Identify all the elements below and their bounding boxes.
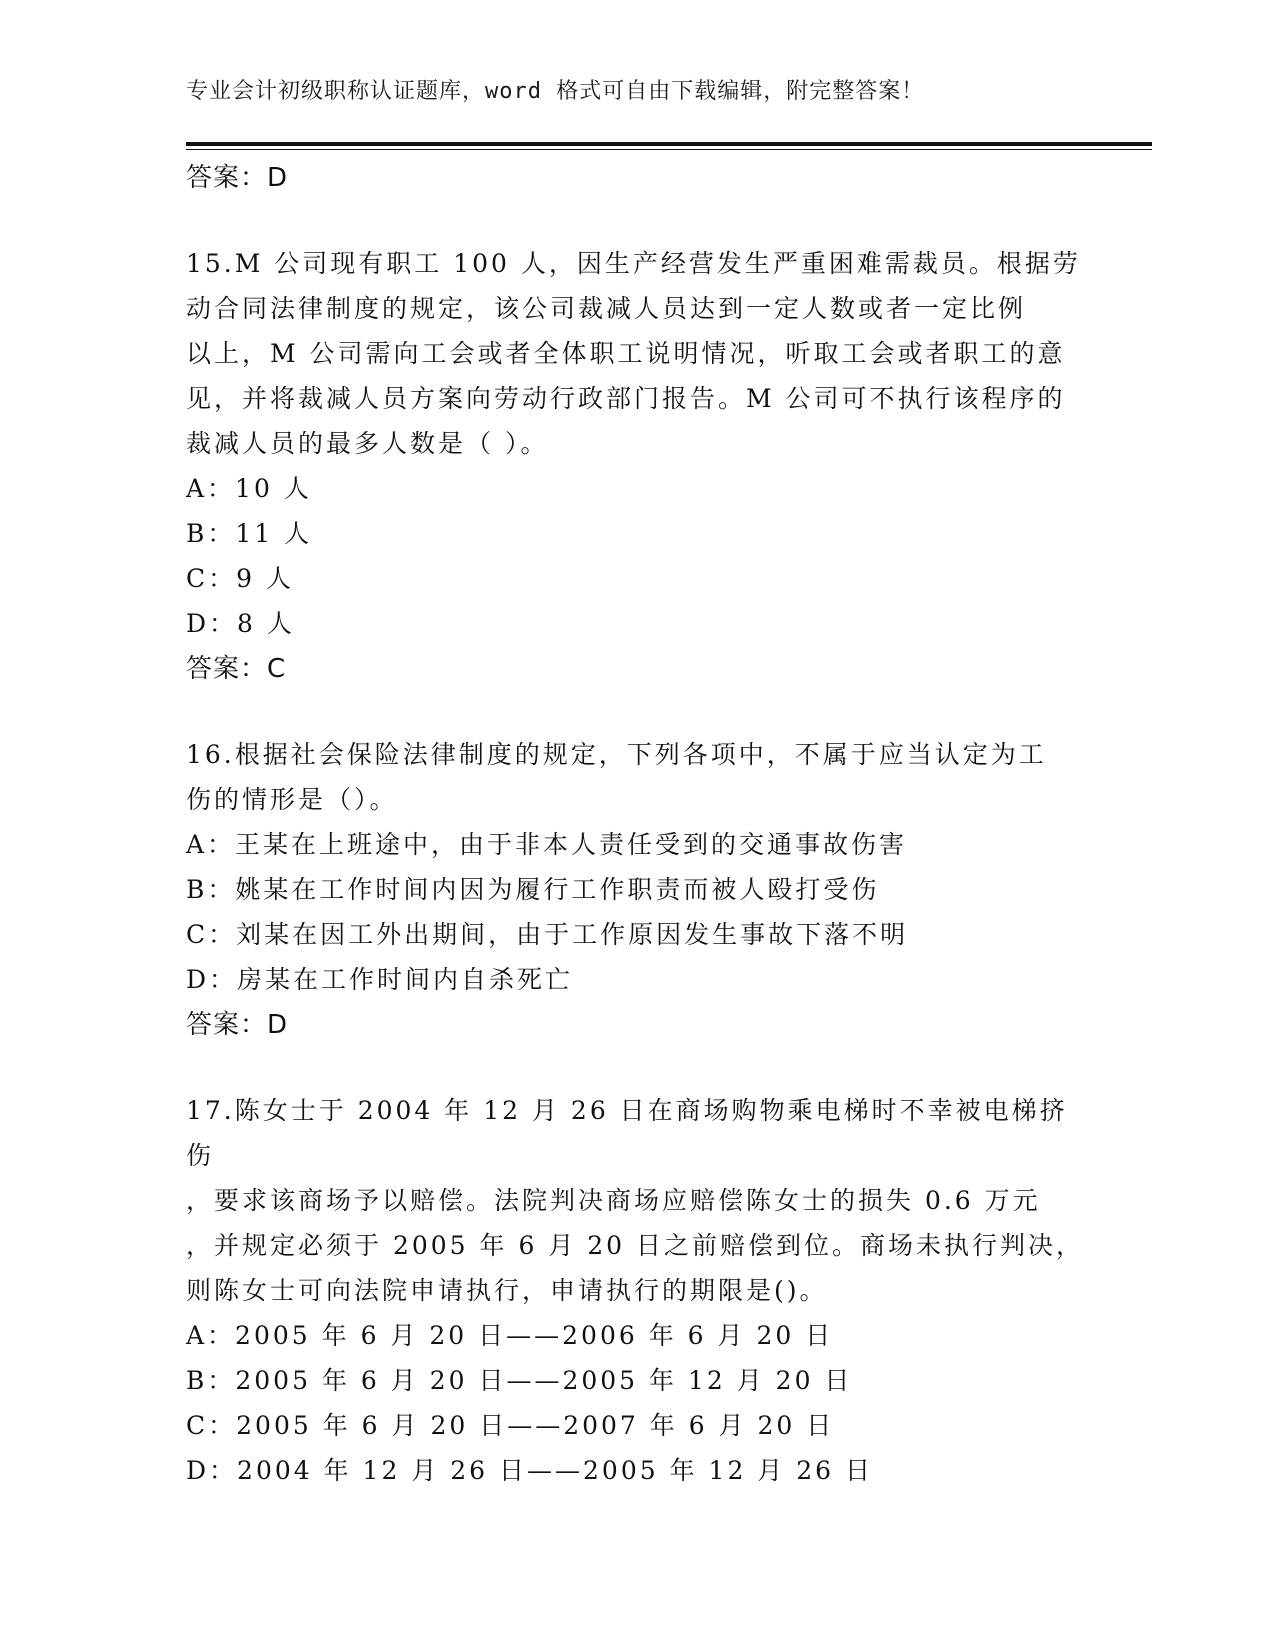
question-line: 见，并将裁减人员方案向劳动行政部门报告。M 公司可不执行该程序的 <box>186 384 1066 413</box>
content <box>186 155 1086 1493</box>
question-line: 15.M 公司现有职工 100 人，因生产经营发生严重困难需裁员。根据劳 <box>186 249 1081 278</box>
option-d: D：房某在工作时间内自杀死亡 <box>186 965 574 994</box>
spacer <box>186 1048 1086 1088</box>
option-d: D：2004 年 12 月 26 日——2005 年 12 月 26 日 <box>186 1456 874 1485</box>
option-c: C：9 人 <box>186 564 294 593</box>
option-a: A：10 人 <box>186 474 312 503</box>
answer: 答案：C <box>186 654 287 684</box>
option-a: A：2005 年 6 月 20 日——2006 年 6 月 20 日 <box>186 1321 834 1350</box>
option-c: C：2005 年 6 月 20 日——2007 年 6 月 20 日 <box>186 1411 835 1440</box>
question-line: 裁减人员的最多人数是（ ）。 <box>186 429 549 458</box>
question-15 <box>186 241 1086 692</box>
question-line: 则陈女士可向法院申请执行，申请执行的期限是()。 <box>186 1276 828 1305</box>
option-b: B：2005 年 6 月 20 日——2005 年 12 月 20 日 <box>186 1366 853 1395</box>
header-rule-thin <box>186 149 1152 150</box>
page-header: 专业会计初级职称认证题库，word 格式可自由下载编辑，附完整答案！ <box>186 79 925 104</box>
option-d: D：8 人 <box>186 609 295 638</box>
spacer <box>186 201 1086 241</box>
option-a: A：王某在上班途中，由于非本人责任受到的交通事故伤害 <box>186 830 908 859</box>
answer: 答案：D <box>186 1010 289 1040</box>
question-line: 伤的情形是（）。 <box>186 785 398 814</box>
option-b: B：姚某在工作时间内因为履行工作职责而被人殴打受伤 <box>186 875 880 904</box>
previous-answer: 答案：D <box>186 163 289 193</box>
spacer <box>186 692 1086 732</box>
question-16 <box>186 732 1086 1048</box>
question-line: 动合同法律制度的规定，该公司裁减人员达到一定人数或者一定比例 <box>186 294 1027 323</box>
question-line: 16.根据社会保险法律制度的规定，下列各项中，不属于应当认定为工 <box>186 740 1047 769</box>
header-rule <box>186 142 1152 146</box>
question-line: ，并规定必须于 2005 年 6 月 20 日之前赔偿到位。商场未执行判决， <box>186 1231 1085 1260</box>
question-line: 以上，M 公司需向工会或者全体职工说明情况，听取工会或者职工的意 <box>186 339 1066 368</box>
question-line: 17.陈女士于 2004 年 12 月 26 日在商场购物乘电梯时不幸被电梯挤伤 <box>186 1096 1068 1170</box>
option-c: C：刘某在因工外出期间，由于工作原因发生事故下落不明 <box>186 920 909 949</box>
option-b: B：11 人 <box>186 519 313 548</box>
question-17 <box>186 1088 1086 1493</box>
question-line: ，要求该商场予以赔偿。法院判决商场应赔偿陈女士的损失 0.6 万元 <box>186 1186 1041 1215</box>
